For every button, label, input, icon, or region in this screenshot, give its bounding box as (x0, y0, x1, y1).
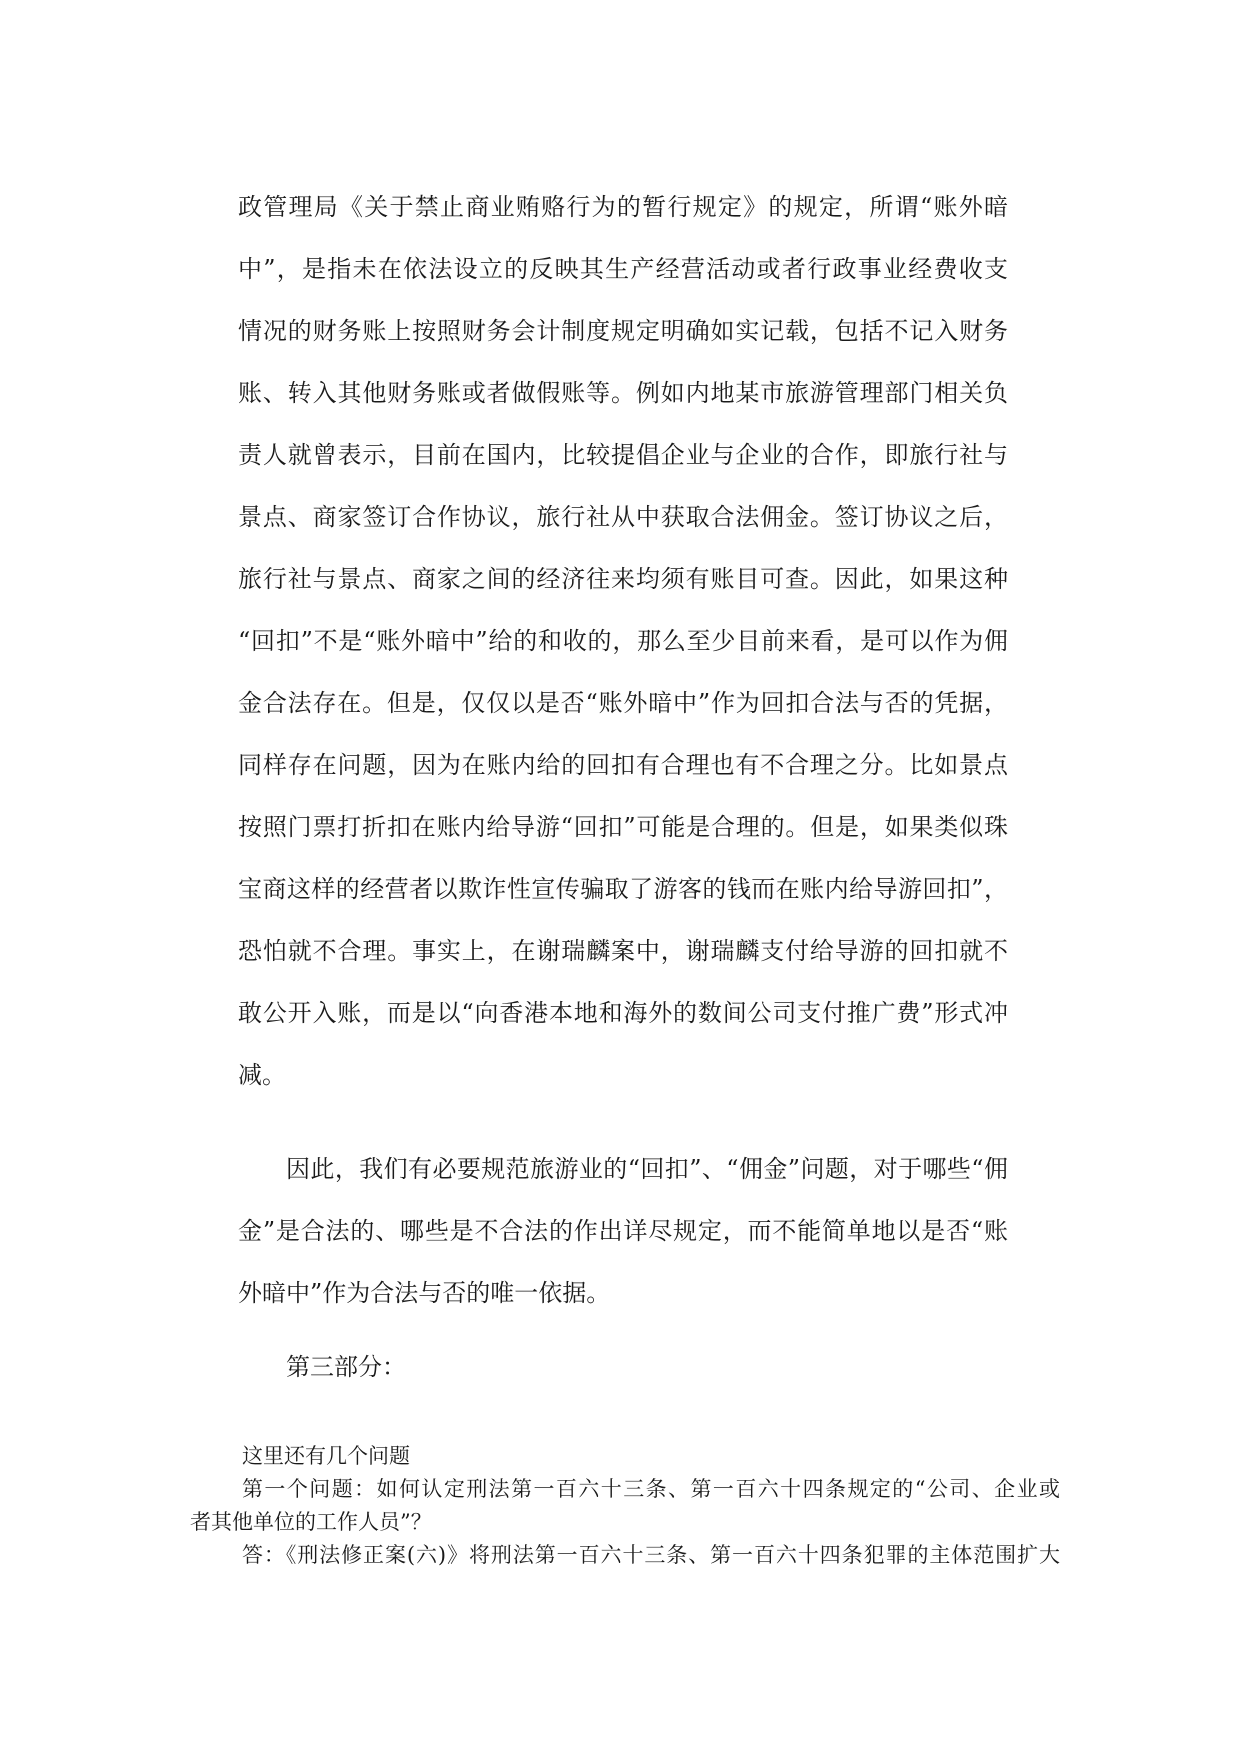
text-line: 敢公开入账，而是以“向香港本地和海外的数间公司支付推广费”形式冲 (238, 999, 1008, 1027)
text-line: “回扣”不是“账外暗中”给的和收的，那么至少目前来看，是可以作为佣 (238, 627, 1008, 655)
text-line: 这里还有几个问题 (242, 1444, 410, 1468)
text-line: 金合法存在。但是，仅仅以是否“账外暗中”作为回扣合法与否的凭据， (238, 689, 1008, 717)
text-line: 按照门票打折扣在账内给导游“回扣”可能是合理的。但是，如果类似珠 (238, 813, 1008, 841)
text-line: 账、转入其他财务账或者做假账等。例如内地某市旅游管理部门相关负 (238, 379, 1008, 407)
text-line: 责人就曾表示，目前在国内，比较提倡企业与企业的合作，即旅行社与 (238, 441, 1008, 469)
text-line: 政管理局《关于禁止商业贿赂行为的暂行规定》的规定，所谓“账外暗 (238, 193, 1008, 221)
text-line: 外暗中”作为合法与否的唯一依据。 (238, 1279, 611, 1307)
text-line: 答：《刑法修正案(六)》将刑法第一百六十三条、第一百六十四条犯罪的主体范围扩大 (242, 1543, 1060, 1567)
text-line: 情况的财务账上按照财务会计制度规定明确如实记载，包括不记入财务 (238, 317, 1008, 345)
text-line: 者其他单位的工作人员”？ (190, 1510, 432, 1534)
body-text (238, 176, 1008, 1324)
paragraph-2 (238, 1138, 1008, 1324)
text-line: 因此，我们有必要规范旅游业的“回扣”、“佣金”问题，对于哪些“佣 (286, 1155, 1008, 1183)
questions-block (190, 1440, 1060, 1572)
paragraph-1 (238, 176, 1008, 1106)
text-line: 恐怕就不合理。事实上，在谢瑞麟案中，谢瑞麟支付给导游的回扣就不 (238, 937, 1008, 965)
section-heading: 第三部分： (286, 1353, 406, 1381)
text-line: 中”，是指未在依法设立的反映其生产经营活动或者行政事业经费收支 (238, 255, 1008, 283)
text-line: 旅行社与景点、商家之间的经济往来均须有账目可查。因此，如果这种 (238, 565, 1008, 593)
paragraph-gap (238, 1106, 1008, 1138)
text-line: 景点、商家签订合作协议，旅行社从中获取合法佣金。签订协议之后， (238, 503, 1008, 531)
text-line: 第一个问题：如何认定刑法第一百六十三条、第一百六十四条规定的“公司、企业或 (242, 1477, 1060, 1501)
text-line: 减。 (238, 1061, 286, 1089)
text-line: 宝商这样的经营者以欺诈性宣传骗取了游客的钱而在账内给导游回扣”， (238, 875, 1008, 903)
text-line: 金”是合法的、哪些是不合法的作出详尽规定，而不能简单地以是否“账 (238, 1217, 1008, 1245)
text-line: 同样存在问题，因为在账内给的回扣有合理也有不合理之分。比如景点 (238, 751, 1008, 779)
